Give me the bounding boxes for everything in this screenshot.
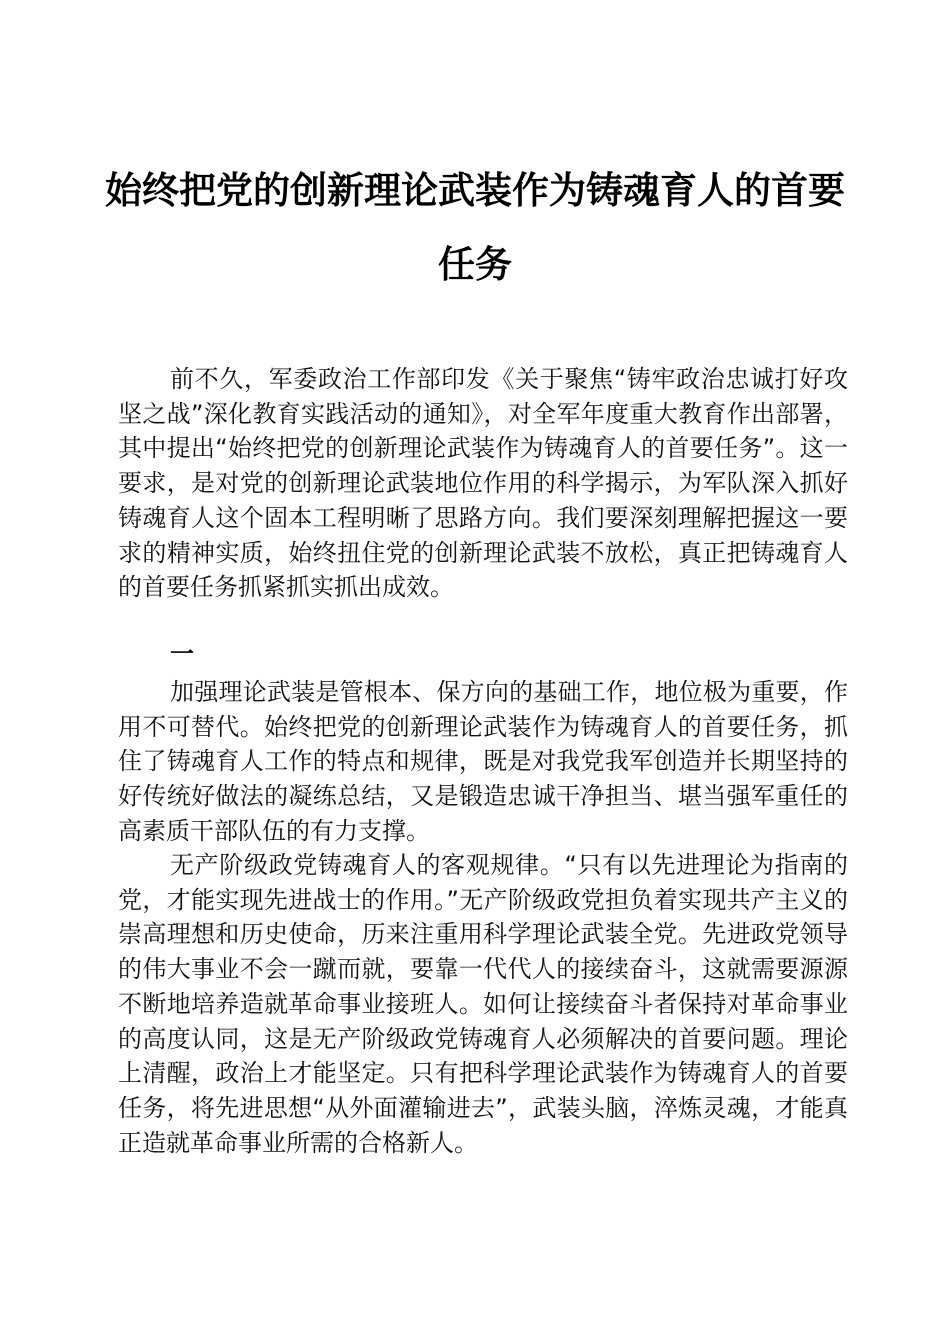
document-title-line-2: 任务 [438, 242, 512, 286]
paragraph-intro: 前不久，军委政治工作部印发《关于聚焦“铸牢政治忠诚打好攻坚之战”深化教育实践活动的通知》，对全军年度重大教育作出部署，其中提出“始终把党的创新理论武装作为铸魂育人的首要任务”。这一要求，是对党的创新理论武装地位作用的科学揭示，为军队深入抓好铸魂育人这个固本工程明晰了思路方向。我们要深刻理解把握这一要求的精神实质，始终扭住党的创新理论武装不放松，真正把铸魂育人的首要任务抓紧抓实抓出成效。 [118, 365, 848, 602]
section-number: 一 [170, 640, 194, 668]
document-title-line-1: 始终把党的创新理论武装作为铸魂育人的首要 [105, 168, 845, 212]
paragraph-section-1: 加强理论武装是管根本、保方向的基础工作，地位极为重要，作用不可替代。始终把党的创新理论武装作为铸魂育人的首要任务，抓住了铸魂育人工作的特点和规律，既是对我党我军创造并长期坚持的好传统好做法的凝练总结，又是锻造忠诚干净担当、堪当强军重任的高素质干部队伍的有力支撑。 [118, 678, 848, 845]
paragraph-section-1-point: 无产阶级政党铸魂育人的客观规律。“只有以先进理论为指南的党，才能实现先进战士的作用。”无产阶级政党担负着实现共产主义的崇高理想和历史使命，历来注重用科学理论武装全党。先进政党领导的伟大事业不会一蹴而就，要靠一代代人的接续奋斗，这就需要源源不断地培养造就革命事业接班人。如何让接续奋斗者保持对革命事业的高度认同，这是无产阶级政党铸魂育人必须解决的首要问题。理论上清醒，政治上才能坚定。只有把科学理论武装作为铸魂育人的首要任务，将先进思想“从外面灌输进去”，武装头脑，淬炼灵魂，才能真正造就革命事业所需的合格新人。 [118, 851, 848, 1157]
